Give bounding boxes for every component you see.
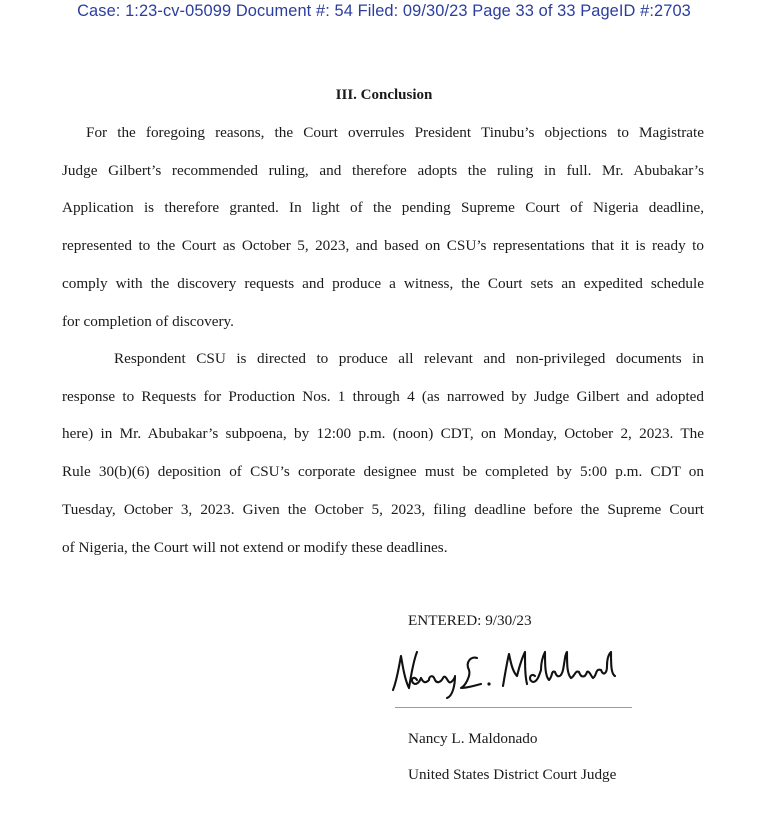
conclusion-paragraph-2	[62, 340, 704, 566]
signature-line	[395, 707, 632, 708]
paragraph-line: comply with the discovery requests and produce a witness, the Court sets an expedited schedule	[62, 274, 704, 292]
paragraph-line: For the foregoing reasons, the Court overrules President Tinubu’s objections to Magistrate	[86, 124, 704, 141]
conclusion-paragraph-1	[62, 114, 704, 340]
judge-title: United States District Court Judge	[408, 766, 617, 783]
handwritten-signature	[385, 640, 625, 700]
paragraph-line: Rule 30(b)(6) deposition of CSU’s corporate designee must be completed by 5:00 p.m. CDT on	[62, 463, 704, 481]
paragraph-line: of Nigeria, the Court will not extend or modify these deadlines.	[62, 538, 448, 556]
paragraph-line: Respondent CSU is directed to produce all relevant and non-privileged documents in	[114, 350, 704, 367]
case-header: Case: 1:23-cv-05099 Document #: 54 Filed: 09/30/23 Page 33 of 33 PageID #:2703	[77, 2, 691, 20]
section-heading: III. Conclusion	[335, 87, 433, 103]
paragraph-line: here) in Mr. Abubakar’s subpoena, by 12:00 p.m. (noon) CDT, on Monday, October 2, 2023. The	[62, 425, 704, 443]
paragraph-line: Judge Gilbert’s recommended ruling, and therefore adopts the ruling in full. Mr. Abubakar’s	[62, 161, 704, 179]
paragraph-line: Application is therefore granted. In light of the pending Supreme Court of Nigeria deadline,	[62, 199, 704, 217]
paragraph-line: response to Requests for Production Nos. 1 through 4 (as narrowed by Judge Gilbert and adopted	[62, 387, 704, 405]
paragraph-line: Tuesday, October 3, 2023. Given the October 5, 2023, filing deadline before the Supreme Court	[62, 500, 704, 518]
paragraph-line: represented to the Court as October 5, 2023, and based on CSU’s representations that it is ready to	[62, 237, 704, 255]
judge-name: Nancy L. Maldonado	[408, 730, 538, 747]
entered-date: ENTERED: 9/30/23	[408, 612, 532, 629]
paragraph-line: for completion of discovery.	[62, 312, 234, 330]
